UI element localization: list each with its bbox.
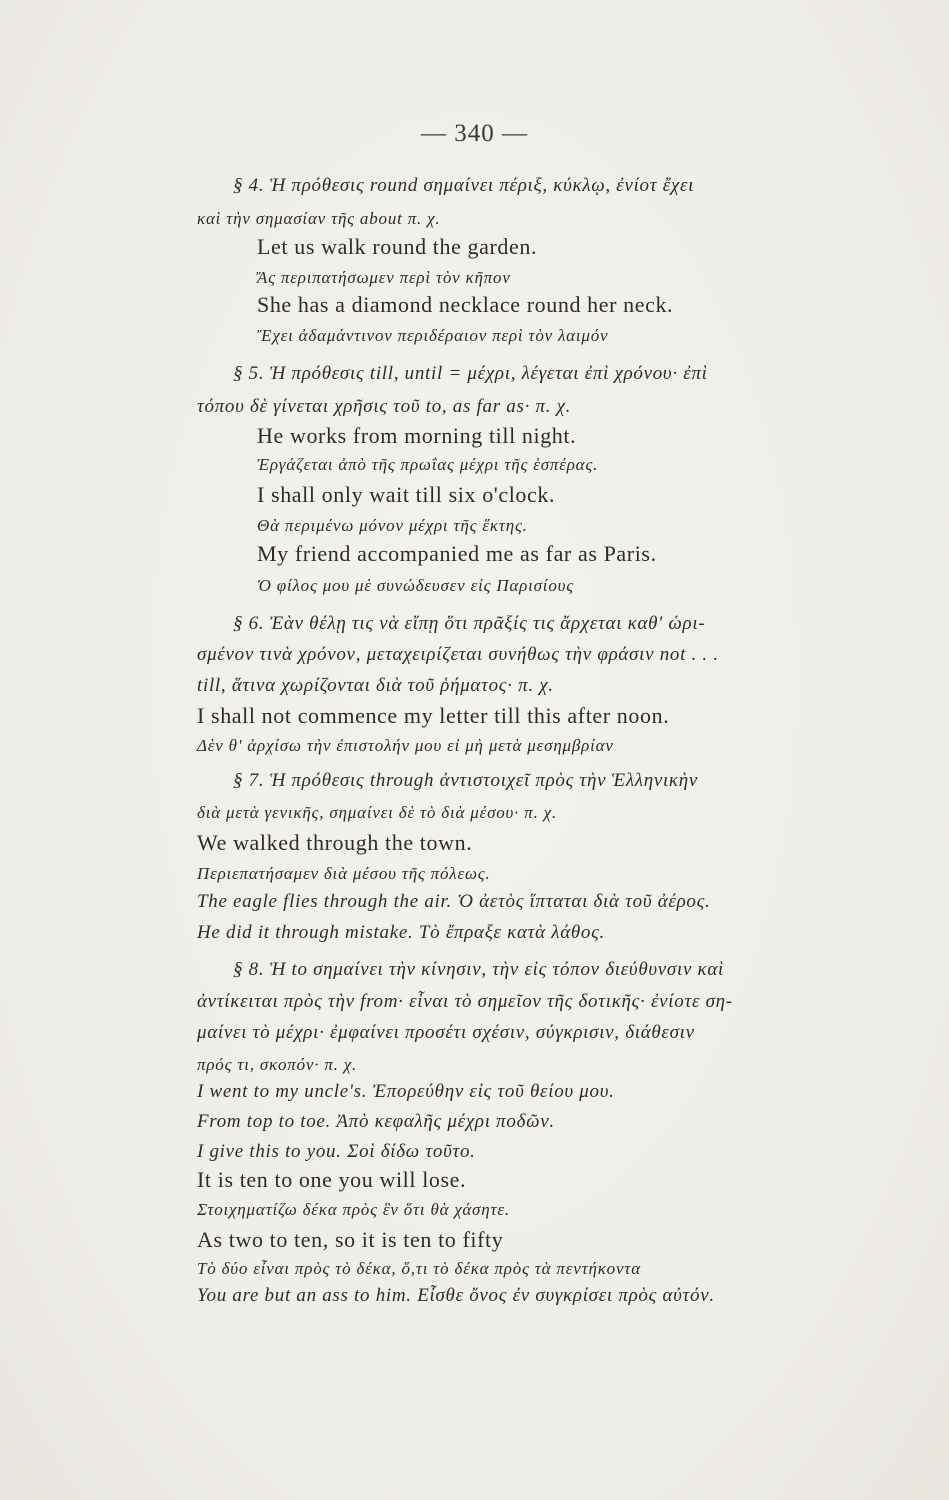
text-line: § 6. Ἐὰν θέλῃ τις νὰ εἴπῃ ὅτι πρᾶξίς τις ἄρχεται καθ' ὡρι-: [233, 613, 706, 634]
text-line: The eagle flies through the air. Ὁ ἀετὸς ἵπταται διὰ τοῦ ἀέρος.: [197, 891, 711, 912]
text-line: καὶ τὴν σημασίαν τῆς about π. χ.: [197, 209, 441, 228]
text-line: § 4. Ἡ πρόθεσις round σημαίνει πέριξ, κύκλῳ, ἐνίοτ ἔχει: [233, 175, 695, 196]
text-line: I went to my uncle's. Ἐπορεύθην εἰς τοῦ θείου μου.: [197, 1081, 615, 1102]
text-line: Δὲν θ' ἀρχίσω τὴν ἐπιστολήν μου εἰ μὴ μετὰ μεσημβρίαν: [197, 736, 614, 755]
text-line: μαίνει τὸ μέχρι· ἐμφαίνει προσέτι σχέσιν, σύγκρισιν, διάθεσιν: [197, 1022, 695, 1043]
text-line: § 5. Ἡ πρόθεσις till, until = μέχρι, λέγεται ἐπὶ χρόνου· ἐπὶ: [233, 363, 708, 384]
text-line: He did it through mistake. Τὸ ἔπραξε κατὰ λάθος.: [197, 922, 605, 943]
text-line: From top to toe. Ἀπὸ κεφαλῆς μέχρι ποδῶν.: [197, 1111, 555, 1132]
text-line: Περιεπατήσαμεν διὰ μέσου τῆς πόλεως.: [197, 864, 491, 883]
text-line: Ἐργάζεται ἀπὸ τῆς πρωΐας μέχρι τῆς ἑσπέρας.: [257, 455, 599, 474]
text-line: Ἔχει ἀδαμάντινον περιδέραιον περὶ τὸν λαιμόν: [257, 326, 609, 345]
page-number: — 340 —: [421, 120, 528, 147]
text-line: I shall only wait till six o'clock.: [257, 482, 556, 507]
text-line: Τὸ δύο εἶναι πρὸς τὸ δέκα, ὅ,τι τὸ δέκα πρὸς τὰ πεντήκοντα: [197, 1259, 641, 1278]
text-line: As two to ten, so it is ten to fifty: [197, 1227, 504, 1252]
text-line: Στοιχηματίζω δέκα πρὸς ἓν ὅτι θὰ χάσητε.: [197, 1200, 510, 1219]
text-line: διὰ μετὰ γενικῆς, σημαίνει δὲ τὸ διὰ μέσου· π. χ.: [197, 803, 558, 822]
text-line: Let us walk round the garden.: [257, 234, 538, 259]
text-line: We walked through the town.: [197, 830, 473, 855]
text-line: till, ἅτινα χωρίζονται διὰ τοῦ ῥήματος· π. χ.: [197, 675, 554, 696]
text-line: § 8. Ἡ to σημαίνει τὴν κίνησιν, τὴν εἰς τόπον διεύθυνσιν καὶ: [233, 959, 725, 980]
text-line: My friend accompanied me as far as Paris.: [257, 541, 657, 566]
text-line: § 7. Ἡ πρόθεσις through ἀντιστοιχεῖ πρὸς τὴν Ἑλληνικὴν: [233, 770, 699, 791]
text-line: πρός τι, σκοπόν· π. χ.: [197, 1055, 358, 1074]
text-line: You are but an ass to him. Εἶσθε ὄνος ἐν συγκρίσει πρὸς αὐτόν.: [197, 1285, 715, 1306]
text-line: Ἄς περιπατήσωμεν περὶ τὸν κῆπον: [257, 268, 511, 287]
text-line: He works from morning till night.: [257, 423, 577, 448]
text-line: She has a diamond necklace round her neck.: [257, 292, 674, 317]
text-line: ἀντίκειται πρὸς τὴν from· εἶναι τὸ σημεῖον τῆς δοτικῆς· ἐνίοτε ση-: [197, 991, 733, 1012]
text-line: Ὁ φίλος μου μὲ συνώδευσεν εἰς Παρισίους: [257, 576, 574, 595]
text-line: σμένον τινὰ χρόνον, μεταχειρίζεται συνήθως τὴν φράσιν not . . .: [197, 644, 719, 665]
text-line: Θὰ περιμένω μόνον μέχρι τῆς ἕκτης.: [257, 516, 528, 535]
text-line: It is ten to one you will lose.: [197, 1167, 467, 1192]
text-line: τόπου δὲ γίνεται χρῆσις τοῦ to, as far as· π. χ.: [197, 396, 572, 417]
text-line: I shall not commence my letter till this after noon.: [197, 703, 670, 728]
text-line: I give this to you. Σοὶ δίδω τοῦτο.: [197, 1141, 476, 1162]
